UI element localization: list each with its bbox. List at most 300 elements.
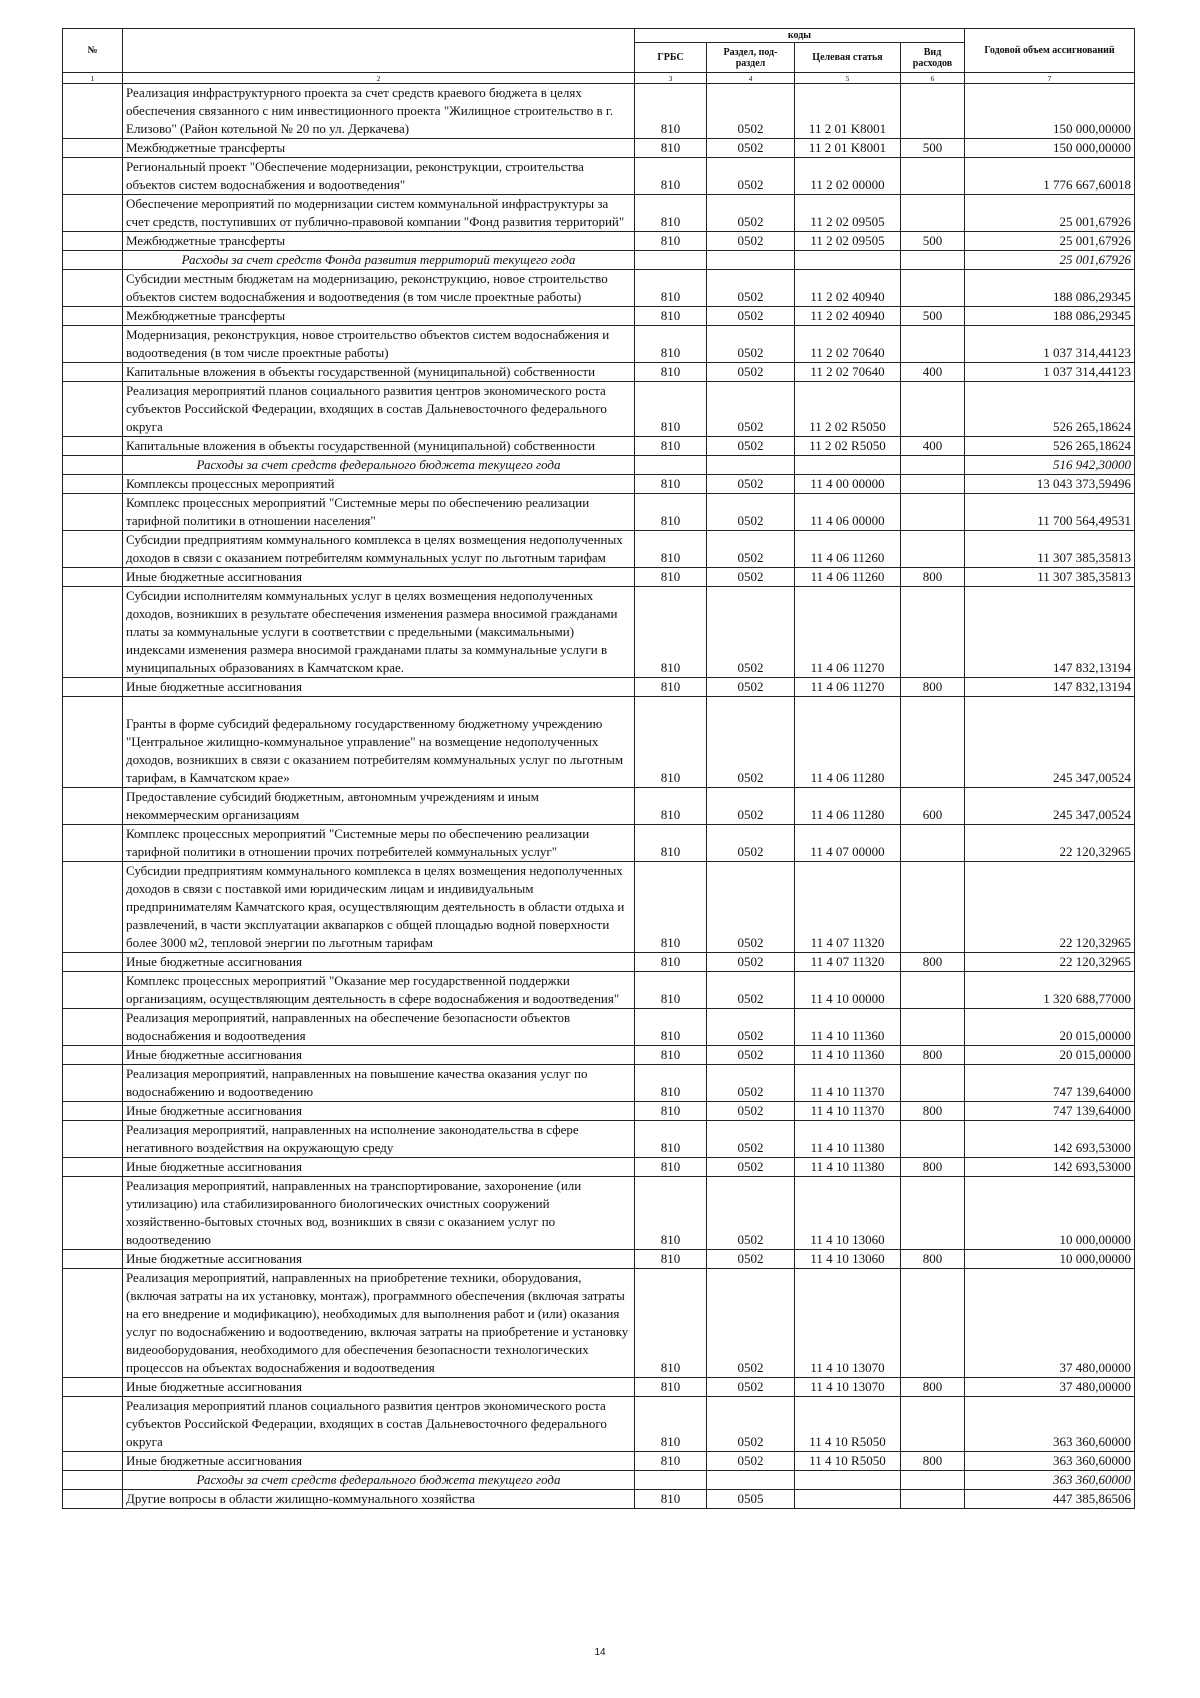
row-target-article-cell: 11 4 10 13060 bbox=[795, 1250, 901, 1269]
row-number-cell bbox=[63, 1269, 123, 1378]
row-expense-type-cell: 500 bbox=[901, 139, 965, 158]
row-name-cell: Межбюджетные трансферты bbox=[123, 232, 635, 251]
row-amount-cell: 245 347,00524 bbox=[965, 788, 1135, 825]
row-amount-cell: 11 307 385,35813 bbox=[965, 531, 1135, 568]
row-expense-type-cell bbox=[901, 1065, 965, 1102]
row-number-cell bbox=[63, 1102, 123, 1121]
row-expense-type-cell: 800 bbox=[901, 1158, 965, 1177]
row-expense-type-cell bbox=[901, 326, 965, 363]
table-row bbox=[63, 1452, 1135, 1471]
row-razdel-cell: 0502 bbox=[707, 1046, 795, 1065]
row-number-cell bbox=[63, 1452, 123, 1471]
table-row bbox=[63, 270, 1135, 307]
row-number-cell bbox=[63, 788, 123, 825]
table-row bbox=[63, 158, 1135, 195]
row-number-cell bbox=[63, 1397, 123, 1452]
row-expense-type-cell: 800 bbox=[901, 953, 965, 972]
table-row bbox=[63, 1250, 1135, 1269]
row-name-cell: Комплекс процессных мероприятий "Оказание мер государственной поддержки организациям, осуществляющим деятельность в сфере водоснабжения и водоотведения" bbox=[123, 972, 635, 1009]
row-number-cell bbox=[63, 326, 123, 363]
column-number: 6 bbox=[901, 73, 965, 84]
row-razdel-cell: 0502 bbox=[707, 953, 795, 972]
column-number-row bbox=[63, 73, 1135, 84]
row-expense-type-cell: 800 bbox=[901, 1378, 965, 1397]
column-number: 5 bbox=[795, 73, 901, 84]
row-grbs-cell: 810 bbox=[635, 363, 707, 382]
row-target-article-cell: 11 4 07 00000 bbox=[795, 825, 901, 862]
row-grbs-cell: 810 bbox=[635, 953, 707, 972]
table-row bbox=[63, 568, 1135, 587]
header-razdel: Раздел, под-раздел bbox=[707, 43, 795, 73]
row-number-cell bbox=[63, 382, 123, 437]
row-target-article-cell: 11 4 10 11380 bbox=[795, 1158, 901, 1177]
row-razdel-cell: 0502 bbox=[707, 494, 795, 531]
table-row bbox=[63, 139, 1135, 158]
row-amount-cell: 1 776 667,60018 bbox=[965, 158, 1135, 195]
header-annual-volume: Годовой объем ассигнований bbox=[965, 29, 1135, 73]
row-razdel-cell: 0502 bbox=[707, 568, 795, 587]
row-razdel-cell: 0502 bbox=[707, 1378, 795, 1397]
row-expense-type-cell bbox=[901, 1177, 965, 1250]
table-row bbox=[63, 475, 1135, 494]
page-number: 14 bbox=[594, 1647, 606, 1658]
row-name-cell: Реализация мероприятий, направленных на приобретение техники, оборудования, (включая затраты на их установку, монтаж), программного обеспечения (включая затраты на его внедрение и модификацию), необходимых для выполнения работ и (или) оказания услуг по водоснабжению и водоотведению, включая затраты на приобретение и установку видеооборудования, необходимого для обеспечения безопасности технологических процессов на объектах водоснабжения и водоотведения bbox=[123, 1269, 635, 1378]
row-name-cell: Реализация мероприятий, направленных на повышение качества оказания услуг по водоснабжению и водоотведению bbox=[123, 1065, 635, 1102]
row-target-article-cell: 11 4 07 11320 bbox=[795, 862, 901, 953]
row-grbs-cell: 810 bbox=[635, 382, 707, 437]
row-grbs-cell: 810 bbox=[635, 1490, 707, 1509]
row-name-cell: Комплекс процессных мероприятий "Системные меры по обеспечению реализации тарифной политики в отношении населения" bbox=[123, 494, 635, 531]
row-grbs-cell: 810 bbox=[635, 1378, 707, 1397]
table-row bbox=[63, 825, 1135, 862]
row-amount-cell: 363 360,60000 bbox=[965, 1452, 1135, 1471]
header-number: № bbox=[63, 29, 123, 73]
table-row-subtotal bbox=[63, 251, 1135, 270]
header-grbs: ГРБС bbox=[635, 43, 707, 73]
table-row bbox=[63, 953, 1135, 972]
row-razdel-cell: 0502 bbox=[707, 697, 795, 788]
table-row bbox=[63, 195, 1135, 232]
row-expense-type-cell bbox=[901, 456, 965, 475]
row-amount-cell: 25 001,67926 bbox=[965, 195, 1135, 232]
row-amount-cell: 526 265,18624 bbox=[965, 437, 1135, 456]
row-number-cell bbox=[63, 568, 123, 587]
row-number-cell bbox=[63, 307, 123, 326]
row-expense-type-cell: 400 bbox=[901, 437, 965, 456]
row-number-cell bbox=[63, 1378, 123, 1397]
row-name-cell: Межбюджетные трансферты bbox=[123, 139, 635, 158]
row-grbs-cell: 810 bbox=[635, 972, 707, 1009]
row-number-cell bbox=[63, 862, 123, 953]
row-razdel-cell: 0502 bbox=[707, 139, 795, 158]
row-target-article-cell: 11 4 06 11270 bbox=[795, 678, 901, 697]
row-amount-cell: 188 086,29345 bbox=[965, 270, 1135, 307]
row-amount-cell: 150 000,00000 bbox=[965, 84, 1135, 139]
row-razdel-cell: 0502 bbox=[707, 437, 795, 456]
row-target-article-cell: 11 2 02 40940 bbox=[795, 307, 901, 326]
row-target-article-cell: 11 2 02 09505 bbox=[795, 195, 901, 232]
column-number: 2 bbox=[123, 73, 635, 84]
row-razdel-cell: 0502 bbox=[707, 1177, 795, 1250]
row-grbs-cell bbox=[635, 456, 707, 475]
row-amount-cell: 11 307 385,35813 bbox=[965, 568, 1135, 587]
row-name-cell: Иные бюджетные ассигнования bbox=[123, 678, 635, 697]
row-grbs-cell: 810 bbox=[635, 1046, 707, 1065]
table-row bbox=[63, 788, 1135, 825]
table-row bbox=[63, 84, 1135, 139]
row-number-cell bbox=[63, 1250, 123, 1269]
row-target-article-cell bbox=[795, 1471, 901, 1490]
row-amount-cell: 10 000,00000 bbox=[965, 1177, 1135, 1250]
row-number-cell bbox=[63, 697, 123, 788]
row-name-cell: Иные бюджетные ассигнования bbox=[123, 1046, 635, 1065]
row-name-cell: Субсидии предприятиям коммунального комплекса в целях возмещения недополученных доходов в связи с оказанием потребителям коммунальных услуг по льготным тарифам bbox=[123, 531, 635, 568]
table-row bbox=[63, 1065, 1135, 1102]
row-razdel-cell: 0502 bbox=[707, 1158, 795, 1177]
row-name-cell: Иные бюджетные ассигнования bbox=[123, 1378, 635, 1397]
row-target-article-cell: 11 2 02 09505 bbox=[795, 232, 901, 251]
row-razdel-cell: 0502 bbox=[707, 1065, 795, 1102]
row-target-article-cell: 11 4 07 11320 bbox=[795, 953, 901, 972]
row-name-cell: Иные бюджетные ассигнования bbox=[123, 1452, 635, 1471]
table-row-subtotal bbox=[63, 1471, 1135, 1490]
row-target-article-cell: 11 4 06 00000 bbox=[795, 494, 901, 531]
row-target-article-cell: 11 2 02 R5050 bbox=[795, 382, 901, 437]
row-number-cell bbox=[63, 270, 123, 307]
row-expense-type-cell: 800 bbox=[901, 1102, 965, 1121]
row-expense-type-cell bbox=[901, 1121, 965, 1158]
table-row bbox=[63, 972, 1135, 1009]
row-target-article-cell: 11 4 10 11360 bbox=[795, 1009, 901, 1046]
row-expense-type-cell: 400 bbox=[901, 363, 965, 382]
row-grbs-cell: 810 bbox=[635, 1269, 707, 1378]
row-number-cell bbox=[63, 972, 123, 1009]
row-number-cell bbox=[63, 1009, 123, 1046]
table-row bbox=[63, 363, 1135, 382]
row-target-article-cell: 11 4 06 11260 bbox=[795, 531, 901, 568]
row-name-cell: Модернизация, реконструкция, новое строительство объектов систем водоснабжения и водоотведения (в том числе проектные работы) bbox=[123, 326, 635, 363]
column-number: 3 bbox=[635, 73, 707, 84]
row-expense-type-cell: 800 bbox=[901, 678, 965, 697]
row-grbs-cell: 810 bbox=[635, 1065, 707, 1102]
row-name-cell: Обеспечение мероприятий по модернизации систем коммунальной инфраструктуры за счет средств, поступивших от публично-правовой компании "Фонд развития территорий" bbox=[123, 195, 635, 232]
row-amount-cell: 526 265,18624 bbox=[965, 382, 1135, 437]
row-razdel-cell bbox=[707, 456, 795, 475]
row-amount-cell: 188 086,29345 bbox=[965, 307, 1135, 326]
row-number-cell bbox=[63, 1065, 123, 1102]
row-number-cell bbox=[63, 531, 123, 568]
row-target-article-cell: 11 4 06 11270 bbox=[795, 587, 901, 678]
row-name-cell: Реализация мероприятий, направленных на исполнение законодательства в сфере негативного воздействия на окружающую среду bbox=[123, 1121, 635, 1158]
row-number-cell bbox=[63, 678, 123, 697]
row-name-cell: Расходы за счет средств федерального бюджета текущего года bbox=[123, 1471, 635, 1490]
row-name-cell: Капитальные вложения в объекты государственной (муниципальной) собственности bbox=[123, 437, 635, 456]
row-grbs-cell: 810 bbox=[635, 1102, 707, 1121]
row-expense-type-cell bbox=[901, 270, 965, 307]
table-row bbox=[63, 862, 1135, 953]
row-target-article-cell: 11 2 02 00000 bbox=[795, 158, 901, 195]
row-razdel-cell: 0502 bbox=[707, 1009, 795, 1046]
table-row bbox=[63, 1121, 1135, 1158]
table-row bbox=[63, 232, 1135, 251]
row-grbs-cell: 810 bbox=[635, 84, 707, 139]
row-target-article-cell: 11 4 10 13070 bbox=[795, 1269, 901, 1378]
row-target-article-cell: 11 2 02 40940 bbox=[795, 270, 901, 307]
row-number-cell bbox=[63, 1471, 123, 1490]
row-target-article-cell: 11 4 10 R5050 bbox=[795, 1397, 901, 1452]
row-grbs-cell: 810 bbox=[635, 825, 707, 862]
row-amount-cell: 22 120,32965 bbox=[965, 953, 1135, 972]
row-grbs-cell: 810 bbox=[635, 494, 707, 531]
table-row bbox=[63, 1046, 1135, 1065]
row-target-article-cell: 11 2 02 R5050 bbox=[795, 437, 901, 456]
table-row bbox=[63, 1378, 1135, 1397]
row-name-cell: Иные бюджетные ассигнования bbox=[123, 1102, 635, 1121]
row-amount-cell: 150 000,00000 bbox=[965, 139, 1135, 158]
table-row bbox=[63, 697, 1135, 788]
row-grbs-cell: 810 bbox=[635, 1009, 707, 1046]
table-row bbox=[63, 587, 1135, 678]
row-number-cell bbox=[63, 363, 123, 382]
row-name-cell: Иные бюджетные ассигнования bbox=[123, 1158, 635, 1177]
row-name-cell: Субсидии предприятиям коммунального комплекса в целях возмещения недополученных доходов в связи с поставкой ими юридическим лицам и индивидуальным предпринимателям Камчатского края, осуществляющим деятельность в области отдыха и развлечений, в части эксплуатации аквапарков с общей площадью водной поверхности более 3000 м2, тепловой энергии по льготным тарифам bbox=[123, 862, 635, 953]
row-name-cell: Комплексы процессных мероприятий bbox=[123, 475, 635, 494]
header-target-article: Целевая статья bbox=[795, 43, 901, 73]
row-target-article-cell: 11 4 10 R5050 bbox=[795, 1452, 901, 1471]
table-row bbox=[63, 494, 1135, 531]
row-target-article-cell: 11 2 02 70640 bbox=[795, 363, 901, 382]
row-expense-type-cell bbox=[901, 862, 965, 953]
row-expense-type-cell bbox=[901, 697, 965, 788]
row-expense-type-cell bbox=[901, 1471, 965, 1490]
row-expense-type-cell: 800 bbox=[901, 1046, 965, 1065]
row-grbs-cell: 810 bbox=[635, 1452, 707, 1471]
row-amount-cell: 10 000,00000 bbox=[965, 1250, 1135, 1269]
row-grbs-cell: 810 bbox=[635, 1158, 707, 1177]
row-number-cell bbox=[63, 84, 123, 139]
row-grbs-cell: 810 bbox=[635, 232, 707, 251]
row-target-article-cell: 11 2 01 K8001 bbox=[795, 84, 901, 139]
row-amount-cell: 20 015,00000 bbox=[965, 1046, 1135, 1065]
row-expense-type-cell: 800 bbox=[901, 568, 965, 587]
row-amount-cell: 25 001,67926 bbox=[965, 232, 1135, 251]
row-razdel-cell: 0502 bbox=[707, 158, 795, 195]
row-name-cell: Другие вопросы в области жилищно-коммунального хозяйства bbox=[123, 1490, 635, 1509]
row-amount-cell: 142 693,53000 bbox=[965, 1158, 1135, 1177]
row-target-article-cell bbox=[795, 456, 901, 475]
column-number: 7 bbox=[965, 73, 1135, 84]
table-row bbox=[63, 437, 1135, 456]
row-expense-type-cell: 500 bbox=[901, 307, 965, 326]
column-number: 1 bbox=[63, 73, 123, 84]
row-name-cell: Реализация инфраструктурного проекта за счет средств краевого бюджета в целях обеспечения связанного с ним инвестиционного проекта "Жилищное строительство в г. Елизово" (Район котельной № 20 по ул. Деркачева) bbox=[123, 84, 635, 139]
row-razdel-cell: 0502 bbox=[707, 363, 795, 382]
row-razdel-cell: 0502 bbox=[707, 1269, 795, 1378]
row-number-cell bbox=[63, 437, 123, 456]
table-row bbox=[63, 1102, 1135, 1121]
table-row bbox=[63, 1397, 1135, 1452]
row-number-cell bbox=[63, 1177, 123, 1250]
document-page bbox=[62, 28, 1134, 1509]
row-razdel-cell: 0502 bbox=[707, 1250, 795, 1269]
row-name-cell: Предоставление субсидий бюджетным, автономным учреждениям и иным некоммерческим организациям bbox=[123, 788, 635, 825]
row-razdel-cell: 0502 bbox=[707, 825, 795, 862]
row-amount-cell: 747 139,64000 bbox=[965, 1065, 1135, 1102]
row-razdel-cell: 0502 bbox=[707, 1102, 795, 1121]
row-expense-type-cell bbox=[901, 195, 965, 232]
row-name-cell: Реализация мероприятий планов социального развития центров экономического роста субъектов Российской Федерации, входящих в состав Дальневосточного федерального округа bbox=[123, 1397, 635, 1452]
row-razdel-cell: 0502 bbox=[707, 270, 795, 307]
row-grbs-cell: 810 bbox=[635, 862, 707, 953]
row-amount-cell: 142 693,53000 bbox=[965, 1121, 1135, 1158]
row-grbs-cell: 810 bbox=[635, 326, 707, 363]
row-expense-type-cell bbox=[901, 84, 965, 139]
row-amount-cell: 245 347,00524 bbox=[965, 697, 1135, 788]
row-razdel-cell: 0502 bbox=[707, 326, 795, 363]
table-row bbox=[63, 1490, 1135, 1509]
row-target-article-cell: 11 4 06 11280 bbox=[795, 788, 901, 825]
row-number-cell bbox=[63, 1046, 123, 1065]
row-grbs-cell bbox=[635, 1471, 707, 1490]
row-amount-cell: 447 385,86506 bbox=[965, 1490, 1135, 1509]
row-expense-type-cell bbox=[901, 972, 965, 1009]
table-row bbox=[63, 307, 1135, 326]
row-amount-cell: 1 037 314,44123 bbox=[965, 326, 1135, 363]
row-number-cell bbox=[63, 251, 123, 270]
row-target-article-cell: 11 4 06 11280 bbox=[795, 697, 901, 788]
row-razdel-cell: 0502 bbox=[707, 1121, 795, 1158]
row-name-cell: Гранты в форме субсидий федеральному государственному бюджетному учреждению "Центральное жилищно-коммунальное управление" на возмещение недополученных доходов, возникших в связи с оказанием потребителям коммунальных услуг по льготным тарифам, в Камчатском крае» bbox=[123, 697, 635, 788]
row-number-cell bbox=[63, 475, 123, 494]
budget-table bbox=[62, 28, 1135, 1509]
table-row bbox=[63, 1009, 1135, 1046]
row-amount-cell: 516 942,30000 bbox=[965, 456, 1135, 475]
row-number-cell bbox=[63, 1490, 123, 1509]
row-razdel-cell: 0502 bbox=[707, 382, 795, 437]
row-razdel-cell: 0502 bbox=[707, 1452, 795, 1471]
row-razdel-cell: 0502 bbox=[707, 84, 795, 139]
row-amount-cell: 20 015,00000 bbox=[965, 1009, 1135, 1046]
row-name-cell: Реализация мероприятий планов социального развития центров экономического роста субъектов Российской Федерации, входящих в состав Дальневосточного федерального округа bbox=[123, 382, 635, 437]
row-grbs-cell: 810 bbox=[635, 475, 707, 494]
row-grbs-cell: 810 bbox=[635, 697, 707, 788]
row-target-article-cell: 11 4 10 13060 bbox=[795, 1177, 901, 1250]
row-grbs-cell: 810 bbox=[635, 195, 707, 232]
row-expense-type-cell bbox=[901, 825, 965, 862]
row-number-cell bbox=[63, 232, 123, 251]
row-amount-cell: 363 360,60000 bbox=[965, 1397, 1135, 1452]
row-name-cell: Реализация мероприятий, направленных на обеспечение безопасности объектов водоснабжения и водоотведения bbox=[123, 1009, 635, 1046]
row-name-cell: Капитальные вложения в объекты государственной (муниципальной) собственности bbox=[123, 363, 635, 382]
row-target-article-cell: 11 4 10 11370 bbox=[795, 1065, 901, 1102]
table-body bbox=[63, 84, 1135, 1509]
table-row bbox=[63, 1177, 1135, 1250]
row-target-article-cell: 11 4 10 00000 bbox=[795, 972, 901, 1009]
row-target-article-cell bbox=[795, 1490, 901, 1509]
row-grbs-cell: 810 bbox=[635, 1250, 707, 1269]
row-expense-type-cell bbox=[901, 531, 965, 568]
row-number-cell bbox=[63, 825, 123, 862]
row-target-article-cell: 11 2 01 K8001 bbox=[795, 139, 901, 158]
row-amount-cell: 1 037 314,44123 bbox=[965, 363, 1135, 382]
row-grbs-cell: 810 bbox=[635, 437, 707, 456]
row-expense-type-cell bbox=[901, 494, 965, 531]
row-grbs-cell: 810 bbox=[635, 158, 707, 195]
row-grbs-cell bbox=[635, 251, 707, 270]
row-number-cell bbox=[63, 158, 123, 195]
row-target-article-cell: 11 4 10 13070 bbox=[795, 1378, 901, 1397]
row-target-article-cell: 11 4 06 11260 bbox=[795, 568, 901, 587]
row-name-cell: Расходы за счет средств Фонда развития территорий текущего года bbox=[123, 251, 635, 270]
row-number-cell bbox=[63, 1158, 123, 1177]
row-amount-cell: 37 480,00000 bbox=[965, 1378, 1135, 1397]
row-number-cell bbox=[63, 195, 123, 232]
row-amount-cell: 22 120,32965 bbox=[965, 825, 1135, 862]
row-amount-cell: 747 139,64000 bbox=[965, 1102, 1135, 1121]
row-grbs-cell: 810 bbox=[635, 139, 707, 158]
row-razdel-cell: 0502 bbox=[707, 232, 795, 251]
row-name-cell: Межбюджетные трансферты bbox=[123, 307, 635, 326]
table-header bbox=[63, 29, 1135, 84]
row-name-cell: Региональный проект "Обеспечение модернизации, реконструкции, строительства объектов систем водоснабжения и водоотведения" bbox=[123, 158, 635, 195]
row-razdel-cell: 0502 bbox=[707, 195, 795, 232]
row-grbs-cell: 810 bbox=[635, 1397, 707, 1452]
row-expense-type-cell bbox=[901, 1490, 965, 1509]
row-grbs-cell: 810 bbox=[635, 568, 707, 587]
row-expense-type-cell bbox=[901, 158, 965, 195]
header-expense-type: Вид расходов bbox=[901, 43, 965, 73]
row-razdel-cell: 0502 bbox=[707, 678, 795, 697]
row-razdel-cell: 0502 bbox=[707, 307, 795, 326]
table-row bbox=[63, 1269, 1135, 1378]
header-name bbox=[123, 29, 635, 73]
row-target-article-cell: 11 2 02 70640 bbox=[795, 326, 901, 363]
table-row bbox=[63, 326, 1135, 363]
row-grbs-cell: 810 bbox=[635, 587, 707, 678]
row-name-cell: Иные бюджетные ассигнования bbox=[123, 1250, 635, 1269]
row-number-cell bbox=[63, 494, 123, 531]
row-expense-type-cell: 500 bbox=[901, 232, 965, 251]
table-row bbox=[63, 678, 1135, 697]
table-row-subtotal bbox=[63, 456, 1135, 475]
row-grbs-cell: 810 bbox=[635, 1177, 707, 1250]
row-expense-type-cell: 800 bbox=[901, 1452, 965, 1471]
header-codes: коды bbox=[635, 29, 965, 43]
row-number-cell bbox=[63, 139, 123, 158]
row-amount-cell: 22 120,32965 bbox=[965, 862, 1135, 953]
row-razdel-cell: 0502 bbox=[707, 862, 795, 953]
row-name-cell: Иные бюджетные ассигнования bbox=[123, 568, 635, 587]
row-expense-type-cell bbox=[901, 1397, 965, 1452]
row-amount-cell: 147 832,13194 bbox=[965, 587, 1135, 678]
row-razdel-cell: 0502 bbox=[707, 475, 795, 494]
row-number-cell bbox=[63, 1121, 123, 1158]
row-razdel-cell: 0502 bbox=[707, 972, 795, 1009]
row-expense-type-cell bbox=[901, 587, 965, 678]
table-row bbox=[63, 382, 1135, 437]
row-grbs-cell: 810 bbox=[635, 788, 707, 825]
column-number: 4 bbox=[707, 73, 795, 84]
row-amount-cell: 363 360,60000 bbox=[965, 1471, 1135, 1490]
row-number-cell bbox=[63, 456, 123, 475]
row-amount-cell: 11 700 564,49531 bbox=[965, 494, 1135, 531]
row-expense-type-cell bbox=[901, 251, 965, 270]
row-amount-cell: 13 043 373,59496 bbox=[965, 475, 1135, 494]
row-razdel-cell: 0505 bbox=[707, 1490, 795, 1509]
row-razdel-cell bbox=[707, 1471, 795, 1490]
row-expense-type-cell: 600 bbox=[901, 788, 965, 825]
table-row bbox=[63, 1158, 1135, 1177]
